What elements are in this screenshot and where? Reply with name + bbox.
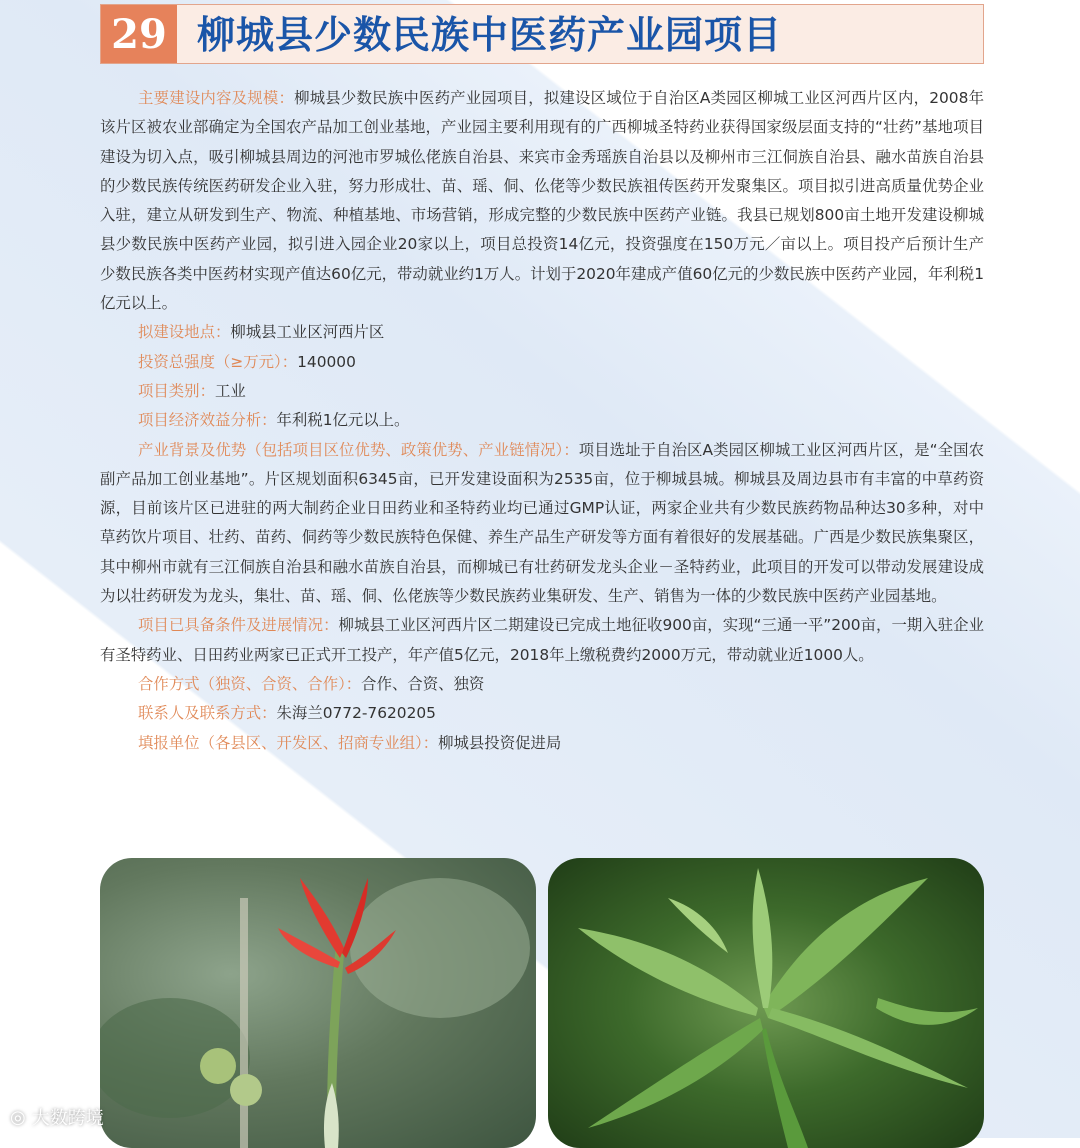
watermark-logo-icon: ◎ — [10, 1106, 26, 1128]
project-number: 29 — [101, 5, 177, 63]
benefit-value: 年利税1亿元以上。 — [276, 411, 410, 430]
reporting-unit-value: 柳城县投资促进局 — [438, 733, 562, 752]
progress-label: 项目已具备条件及进展情况： — [138, 616, 339, 635]
category-label: 项目类别： — [138, 381, 215, 400]
green-herb-plant-illustration — [548, 858, 984, 1148]
watermark-text: 大数跨境 — [31, 1108, 104, 1129]
investment-label: 投资总强度（≥万元）： — [138, 352, 298, 371]
reporting-unit-row — [100, 729, 984, 758]
contact-row — [100, 699, 984, 728]
project-header — [100, 4, 984, 64]
reporting-unit-label: 填报单位（各县区、开发区、招商专业组）： — [138, 733, 439, 752]
category-row — [100, 377, 984, 406]
benefit-label: 项目经济效益分析： — [138, 411, 277, 430]
site-row — [100, 318, 984, 347]
page-title: 柳城县少数民族中医药产业园项目 — [197, 12, 783, 57]
main-content-label: 主要建设内容及规模： — [138, 89, 295, 107]
green-herb-plant-photo — [548, 858, 984, 1148]
contact-label: 联系人及联系方式： — [138, 704, 277, 723]
red-flower-plant-photo — [100, 858, 536, 1148]
site-value: 柳城县工业区河西片区 — [230, 323, 385, 342]
cooperation-row — [100, 670, 984, 699]
watermark — [10, 1104, 104, 1130]
main-content-paragraph — [100, 84, 984, 318]
site-label: 拟建设地点： — [138, 323, 231, 342]
main-content-text: 柳城县少数民族中医药产业园项目，拟建设区域位于自治区A类园区柳城工业区河西片区内，2008年该片区被农业部确定为全国农产品加工创业基地，产业园主要利用现有的广西柳城圣特药业获得国家级层面支持的“壮药”基地项目建设为切入点，吸引柳城县周边的河池市罗城仫佬族自治县、来宾市金秀瑶族自治县以及柳州市三江侗族自治县、融水苗族自治县的少数民族传统医药研发企业入驻，努力形成壮、苗、瑶、侗、仫佬等少数民族祖传医药开发聚集区。项目拟引进高质量优势企业入驻，建立从研发到生产、物流、种植基地、市场营销，形成完整的少数民族中医药产业链。我县已规划800亩土地开发建设柳城县少数民族中医药产业园，拟引进入园企业20家以上，项目总投资14亿元，投资强度在150万元／亩以上。项目投产后预计生产少数民族各类中医药材实现产值达60亿元，带动就业约1万人。计划于2020年建成产值60亿元的少数民族中医药产业园，年利税1亿元以上。 — [100, 89, 984, 313]
investment-row — [100, 348, 984, 377]
background-text: 项目选址于自治区A类园区柳城工业区河西片区，是“全国农副产品加工创业基地”。片区规划面积6345亩，已开发建设面积为2535亩，位于柳城县城。柳城县及周边县市有丰富的中草药资源，目前该片区已进驻的两大制药企业日田药业和圣特药业均已通过GMP认证，两家企业共有少数民族药物品种达30多种，对中草药饮片项目、壮药、苗药、侗药等少数民族特色保健、养生产品生产研发等方面有着很好的发展基础。广西是少数民族集聚区，其中柳州市就有三江侗族自治县和融水苗族自治县，而柳城已有壮药研发龙头企业－圣特药业，此项目的开发可以带动发展建设成为以壮药研发为龙头，集壮、苗、瑶、侗、仫佬族等少数民族药业集研发、生产、销售为一体的少数民族中医药产业园基地。 — [100, 440, 984, 606]
progress-text: 柳城县工业区河西片区二期建设已完成土地征收900亩，实现“三通一平”200亩，一期入驻企业有圣特药业、日田药业两家已正式开工投产，年产值5亿元，2018年上缴税费约2000万元，带动就业近1000人。 — [100, 616, 984, 664]
category-value: 工业 — [214, 381, 246, 400]
cooperation-value: 合作、合资、独资 — [361, 674, 485, 693]
progress-paragraph — [100, 611, 984, 670]
project-content — [100, 84, 984, 758]
background-label: 产业背景及优势（包括项目区位优势、政策优势、产业链情况）： — [138, 440, 579, 459]
contact-value: 朱海兰0772-7620205 — [276, 704, 436, 723]
red-flower-plant-illustration — [100, 858, 536, 1148]
cooperation-label: 合作方式（独资、合资、合作）： — [138, 674, 362, 693]
investment-value: 140000 — [297, 352, 356, 371]
benefit-row — [100, 406, 984, 435]
background-paragraph — [100, 436, 984, 612]
